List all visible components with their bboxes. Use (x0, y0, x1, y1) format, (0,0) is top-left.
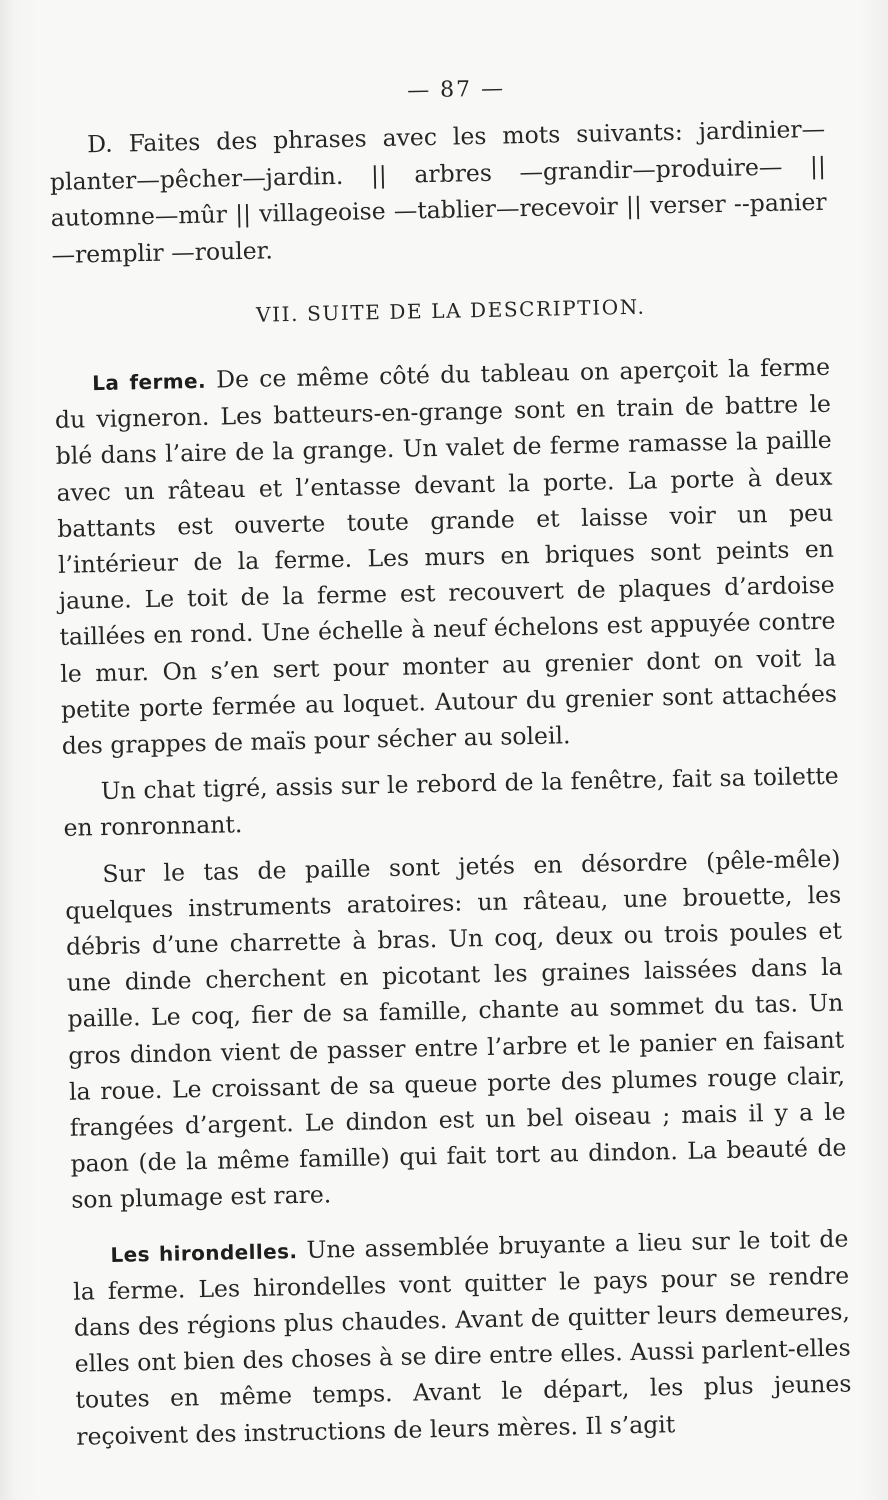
paragraph-text: De ce même côté du tableau on aperçoit la ferme du vigneron. Les batteurs-en-grange sont en train de battre le blé dans l’aire de la grange. Un valet de ferme ramasse la paille avec un râteau et l’entasse devant la porte. La porte à deux battants est ouverte toute grande et laisse voir un peu l’intérieur de la ferme. Les murs en briques sont peints en jaune. Le toit de la ferme est recouvert de plaques d’ardoise taillées en rond. Une échelle à neuf échelons est appuyée contre le mur. On s’en sert pour monter au grenier dont on voit la petite porte fermée au loquet. Autour du grenier sont attachées des grappes de maïs pour sécher au soleil. (54, 352, 838, 760)
page-content (48, 70, 853, 1465)
page-number: — 87 — (406, 76, 506, 104)
paragraph-les-hirondelles (72, 1220, 852, 1454)
paragraph-la-ferme (54, 349, 838, 764)
paragraph-lead-heading: Les hirondelles. (110, 1238, 298, 1267)
paragraph-lead-heading: La ferme. (91, 368, 207, 396)
paragraph-tas-de-paille (64, 840, 847, 1218)
paragraph-text: Une assemblée bruyante a lieu sur le toit de la ferme. Les hirondelles vont quitter le pays pour se rendre dans des régions plus chaudes. Avant de quitter leurs demeures, elles ont bien des choses à se dire entre elles. Aussi parlent-elles toutes en même temps. Avant le départ, les plus jeunes reçoivent des instructions de leurs mères. Il s’agit (72, 1224, 852, 1451)
paragraph-chat (62, 758, 839, 847)
paragraph-text: Un chat tigré, assis sur le rebord de la fenêtre, fait sa toilette en ronronnant. (63, 761, 839, 843)
exercise-paragraph: D. Faites des phrases avec les mots suivants: jardinier— planter—pêcher—jardin. || arbres —grandir—produire— || automne—mûr || villageoise —tablier—recevoir || verser --panier —remplir —rouler. (49, 114, 827, 269)
section-heading: VII. SUITE DE LA DESCRIPTION. (255, 294, 646, 327)
paragraph-text: Sur le tas de paille sont jetés en désordre (pêle-mêle) quelques instruments aratoires: un râteau, une brouette, les débris d’une charrette à bras. Un coq, deux ou trois poules et une dinde cherchent en picotant les graines laissées dans la paille. Le coq, fier de sa famille, chante au sommet du tas. Un gros dindon vient de passer entre l’arbre et le panier en faisant la roue. Le croissant de sa queue porte des plumes rouge clair, frangées d’argent. Le dindon est un bel oiseau ; mais il y a le paon (de la même famille) qui fait tort au dindon. La beauté de son plumage est rare. (64, 844, 847, 1215)
